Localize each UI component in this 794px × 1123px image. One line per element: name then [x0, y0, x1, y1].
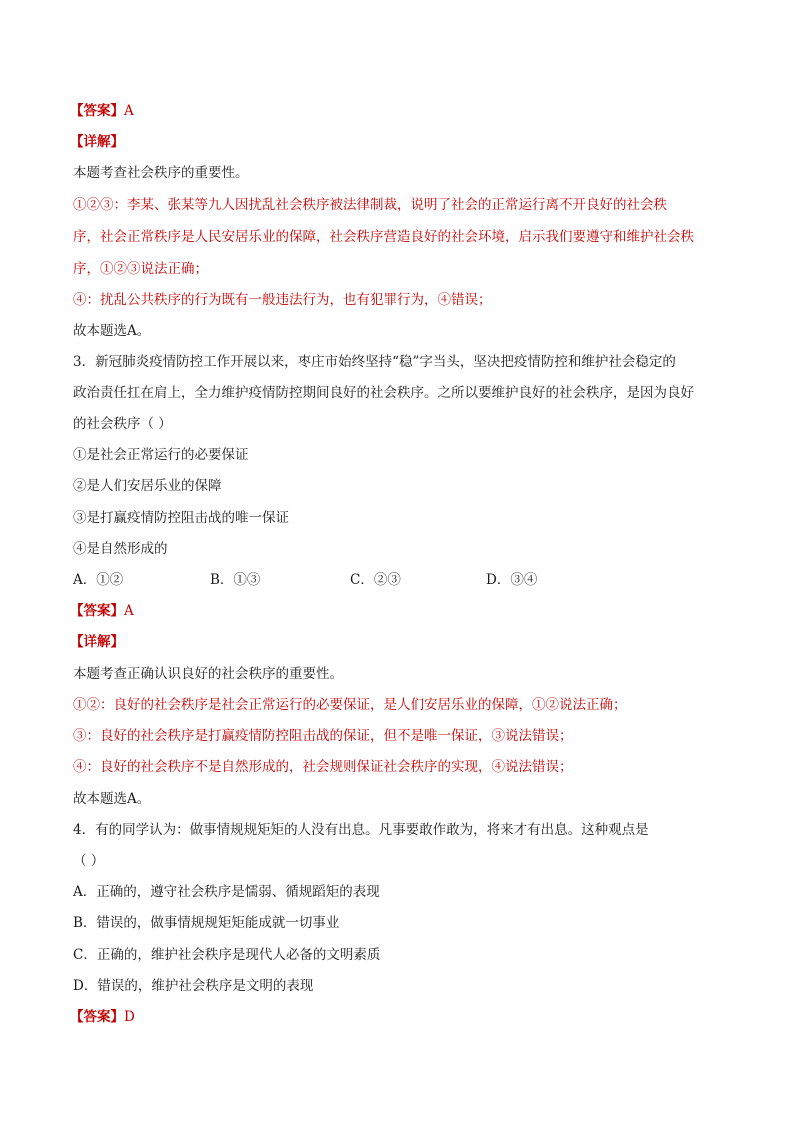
conclusion: 故本题选A。	[73, 323, 151, 339]
option-a[interactable]: A．①②	[73, 572, 124, 588]
answer-value: D	[124, 1009, 135, 1025]
explain-line: ①②：良好的社会秩序是社会正常运行的必要保证，是人们安居乐业的保障，①②说法正确；	[73, 697, 627, 713]
option-c[interactable]: C．正确的，维护社会秩序是现代人必备的文明素质	[73, 947, 381, 963]
answer-value: A	[124, 603, 134, 619]
explain-line: 序，①②③说法正确；	[73, 261, 208, 277]
answer-tag: 【答案】	[70, 1009, 124, 1025]
question-stem: 的社会秩序（ ）	[73, 416, 172, 432]
question-stem: 4．有的同学认为：做事情规规矩矩的人没有出息。凡事要敢作敢为，将来才有出息。这种观点是	[73, 822, 649, 838]
explain-intro: 本题考查社会秩序的重要性。	[73, 165, 249, 181]
detail-tag: 【详解】	[70, 634, 124, 650]
explain-line: ④：良好的社会秩序不是自然形成的，社会规则保证社会秩序的实现，④说法错误；	[73, 759, 573, 775]
statement: ④是自然形成的	[73, 541, 168, 557]
answer-tag: 【答案】	[70, 603, 124, 619]
explain-line: 序，社会正常秩序是人民安居乐业的保障，社会秩序营造良好的社会环境，启示我们要遵守和维护社会秩	[73, 229, 694, 245]
statement: ③是打赢疫情防控阻击战的唯一保证	[73, 510, 289, 526]
option-d[interactable]: D．错误的，维护社会秩序是文明的表现	[73, 978, 314, 994]
answer-value: A	[124, 103, 134, 119]
explain-line: ①②③：李某、张某等九人因扰乱社会秩序被法律制裁，说明了社会的正常运行离不开良好的社会秩	[73, 197, 667, 213]
statement: ②是人们安居乐业的保障	[73, 478, 222, 494]
question-stem: 政治责任扛在肩上，全力维护疫情防控期间良好的社会秩序。之所以要维护良好的社会秩序，是因为良好	[73, 385, 694, 401]
options-row	[73, 571, 633, 589]
explain-line: ③：良好的社会秩序是打赢疫情防控阻击战的保证，但不是唯一保证，③说法错误；	[73, 728, 573, 744]
option-b[interactable]: B．错误的，做事情规规矩矩能成就一切事业	[73, 915, 340, 931]
detail-tag: 【详解】	[70, 134, 124, 150]
explain-intro: 本题考查正确认识良好的社会秩序的重要性。	[73, 666, 343, 682]
statement: ①是社会正常运行的必要保证	[73, 447, 249, 463]
detail-label	[70, 133, 124, 151]
option-c[interactable]: C．②③	[350, 572, 401, 588]
option-b[interactable]: B．①③	[210, 572, 261, 588]
question-stem: 3．新冠肺炎疫情防控工作开展以来，枣庄市始终坚持“稳”字当头，坚决把疫情防控和维护社会稳定的	[73, 354, 676, 370]
option-d[interactable]: D．③④	[486, 572, 538, 588]
answer-label	[70, 602, 134, 620]
answer-tag: 【答案】	[70, 103, 124, 119]
answer-label	[70, 102, 134, 120]
answer-label	[70, 1008, 135, 1026]
question-stem: （ ）	[73, 853, 105, 869]
conclusion: 故本题选A。	[73, 791, 151, 807]
option-a[interactable]: A．正确的，遵守社会秩序是懦弱、循规蹈矩的表现	[73, 884, 380, 900]
explain-line: ④：扰乱公共秩序的行为既有一般违法行为，也有犯罪行为，④错误；	[73, 292, 492, 308]
detail-label	[70, 633, 124, 651]
